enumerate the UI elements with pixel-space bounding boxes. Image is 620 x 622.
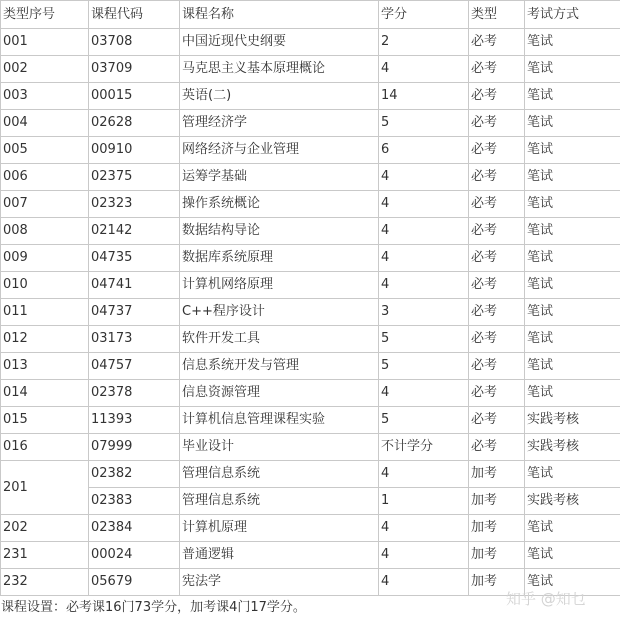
- cell-seq: 003: [1, 83, 89, 110]
- cell-credit: 4: [379, 191, 469, 218]
- table-row: [1, 488, 620, 515]
- cell-exam: 笔试: [525, 29, 620, 56]
- cell-name: C++程序设计: [180, 299, 379, 326]
- cell-exam: 实践考核: [525, 407, 620, 434]
- cell-exam: 笔试: [525, 83, 620, 110]
- cell-type: 必考: [469, 434, 525, 461]
- table-row: [1, 137, 620, 164]
- cell-seq: 015: [1, 407, 89, 434]
- cell-seq: 006: [1, 164, 89, 191]
- cell-code: 04741: [89, 272, 180, 299]
- cell-name: 毕业设计: [180, 434, 379, 461]
- cell-credit: 3: [379, 299, 469, 326]
- cell-type: 必考: [469, 164, 525, 191]
- cell-name: 计算机原理: [180, 515, 379, 542]
- cell-credit: 4: [379, 461, 469, 488]
- table-row: [1, 380, 620, 407]
- cell-type: 必考: [469, 353, 525, 380]
- cell-code: 04737: [89, 299, 180, 326]
- cell-seq: 014: [1, 380, 89, 407]
- cell-code: 02384: [89, 515, 180, 542]
- cell-code: 04735: [89, 245, 180, 272]
- cell-credit: 5: [379, 326, 469, 353]
- cell-code: 00024: [89, 542, 180, 569]
- cell-seq: 011: [1, 299, 89, 326]
- cell-exam: 笔试: [525, 110, 620, 137]
- cell-code: 05679: [89, 569, 180, 596]
- cell-credit: 4: [379, 56, 469, 83]
- cell-seq: 232: [1, 569, 89, 596]
- cell-name: 管理信息系统: [180, 461, 379, 488]
- cell-credit: 4: [379, 569, 469, 596]
- cell-code: 02378: [89, 380, 180, 407]
- cell-code: 11393: [89, 407, 180, 434]
- cell-exam: 实践考核: [525, 488, 620, 515]
- table-row: [1, 83, 620, 110]
- cell-type: 必考: [469, 380, 525, 407]
- header-code: 课程代码: [89, 1, 180, 29]
- cell-credit: 4: [379, 218, 469, 245]
- cell-credit: 4: [379, 272, 469, 299]
- cell-code: 02382: [89, 461, 180, 488]
- cell-code: 00910: [89, 137, 180, 164]
- cell-credit: 6: [379, 137, 469, 164]
- cell-name: 网络经济与企业管理: [180, 137, 379, 164]
- table-row: [1, 164, 620, 191]
- table-row: [1, 218, 620, 245]
- cell-exam: 笔试: [525, 569, 620, 596]
- cell-name: 信息资源管理: [180, 380, 379, 407]
- cell-code: 02628: [89, 110, 180, 137]
- table-row: [1, 353, 620, 380]
- cell-seq: 007: [1, 191, 89, 218]
- table-row: [1, 272, 620, 299]
- cell-type: 必考: [469, 56, 525, 83]
- header-exam: 考试方式: [525, 1, 620, 29]
- cell-exam: 笔试: [525, 380, 620, 407]
- table-row: [1, 191, 620, 218]
- cell-type: 加考: [469, 461, 525, 488]
- cell-credit: 不计学分: [379, 434, 469, 461]
- cell-exam: 笔试: [525, 137, 620, 164]
- cell-exam: 笔试: [525, 461, 620, 488]
- cell-exam: 笔试: [525, 542, 620, 569]
- table-row: [1, 542, 620, 569]
- cell-credit: 4: [379, 380, 469, 407]
- cell-name: 软件开发工具: [180, 326, 379, 353]
- cell-exam: 笔试: [525, 353, 620, 380]
- header-seq: 类型序号: [1, 1, 89, 29]
- cell-name: 数据结构导论: [180, 218, 379, 245]
- cell-code: 03708: [89, 29, 180, 56]
- cell-type: 必考: [469, 110, 525, 137]
- table-header-row: [1, 1, 620, 29]
- cell-type: 必考: [469, 326, 525, 353]
- cell-type: 加考: [469, 515, 525, 542]
- cell-seq: 005: [1, 137, 89, 164]
- cell-exam: 笔试: [525, 245, 620, 272]
- cell-type: 必考: [469, 272, 525, 299]
- cell-exam: 笔试: [525, 515, 620, 542]
- cell-credit: 5: [379, 110, 469, 137]
- cell-seq: 001: [1, 29, 89, 56]
- cell-seq: 201: [1, 461, 89, 515]
- cell-exam: 笔试: [525, 272, 620, 299]
- cell-name: 操作系统概论: [180, 191, 379, 218]
- cell-code: 03173: [89, 326, 180, 353]
- cell-code: 04757: [89, 353, 180, 380]
- cell-type: 加考: [469, 488, 525, 515]
- cell-credit: 1: [379, 488, 469, 515]
- cell-type: 加考: [469, 542, 525, 569]
- cell-type: 必考: [469, 137, 525, 164]
- cell-code: 02375: [89, 164, 180, 191]
- table-row: [1, 461, 620, 488]
- cell-name: 信息系统开发与管理: [180, 353, 379, 380]
- cell-code: 07999: [89, 434, 180, 461]
- cell-credit: 5: [379, 407, 469, 434]
- table-row: [1, 515, 620, 542]
- cell-exam: 笔试: [525, 299, 620, 326]
- cell-seq: 008: [1, 218, 89, 245]
- cell-code: 02323: [89, 191, 180, 218]
- table-row: [1, 326, 620, 353]
- cell-code: 00015: [89, 83, 180, 110]
- cell-name: 英语(二): [180, 83, 379, 110]
- cell-type: 必考: [469, 218, 525, 245]
- cell-name: 管理经济学: [180, 110, 379, 137]
- cell-seq: 010: [1, 272, 89, 299]
- cell-name: 数据库系统原理: [180, 245, 379, 272]
- cell-seq: 016: [1, 434, 89, 461]
- cell-seq: 009: [1, 245, 89, 272]
- header-type: 类型: [469, 1, 525, 29]
- cell-name: 计算机信息管理课程实验: [180, 407, 379, 434]
- cell-type: 必考: [469, 245, 525, 272]
- table-row: [1, 434, 620, 461]
- cell-exam: 实践考核: [525, 434, 620, 461]
- cell-type: 必考: [469, 29, 525, 56]
- cell-credit: 4: [379, 515, 469, 542]
- cell-seq: 002: [1, 56, 89, 83]
- cell-seq: 004: [1, 110, 89, 137]
- cell-credit: 4: [379, 542, 469, 569]
- cell-credit: 4: [379, 164, 469, 191]
- table-row: [1, 110, 620, 137]
- cell-type: 必考: [469, 407, 525, 434]
- header-credit: 学分: [379, 1, 469, 29]
- cell-name: 普通逻辑: [180, 542, 379, 569]
- cell-name: 马克思主义基本原理概论: [180, 56, 379, 83]
- cell-type: 必考: [469, 83, 525, 110]
- cell-type: 加考: [469, 569, 525, 596]
- table-row: [1, 245, 620, 272]
- cell-type: 必考: [469, 299, 525, 326]
- cell-code: 02142: [89, 218, 180, 245]
- cell-exam: 笔试: [525, 218, 620, 245]
- table-row: [1, 299, 620, 326]
- cell-credit: 5: [379, 353, 469, 380]
- header-name: 课程名称: [180, 1, 379, 29]
- cell-name: 运筹学基础: [180, 164, 379, 191]
- watermark-text: 知乎 @知乜: [506, 590, 586, 608]
- course-summary-note: 课程设置：必考课16门73学分，加考课4门17学分。: [1, 600, 306, 615]
- cell-exam: 笔试: [525, 164, 620, 191]
- cell-credit: 14: [379, 83, 469, 110]
- cell-code: 03709: [89, 56, 180, 83]
- cell-name: 中国近现代史纲要: [180, 29, 379, 56]
- cell-seq: 202: [1, 515, 89, 542]
- cell-type: 必考: [469, 191, 525, 218]
- cell-seq: 012: [1, 326, 89, 353]
- cell-seq: 231: [1, 542, 89, 569]
- cell-name: 管理信息系统: [180, 488, 379, 515]
- table-row: [1, 407, 620, 434]
- cell-seq: 013: [1, 353, 89, 380]
- table-row: [1, 56, 620, 83]
- cell-code: 02383: [89, 488, 180, 515]
- table-row: [1, 29, 620, 56]
- cell-name: 计算机网络原理: [180, 272, 379, 299]
- cell-exam: 笔试: [525, 56, 620, 83]
- cell-credit: 4: [379, 245, 469, 272]
- cell-exam: 笔试: [525, 326, 620, 353]
- cell-exam: 笔试: [525, 191, 620, 218]
- cell-name: 宪法学: [180, 569, 379, 596]
- cell-credit: 2: [379, 29, 469, 56]
